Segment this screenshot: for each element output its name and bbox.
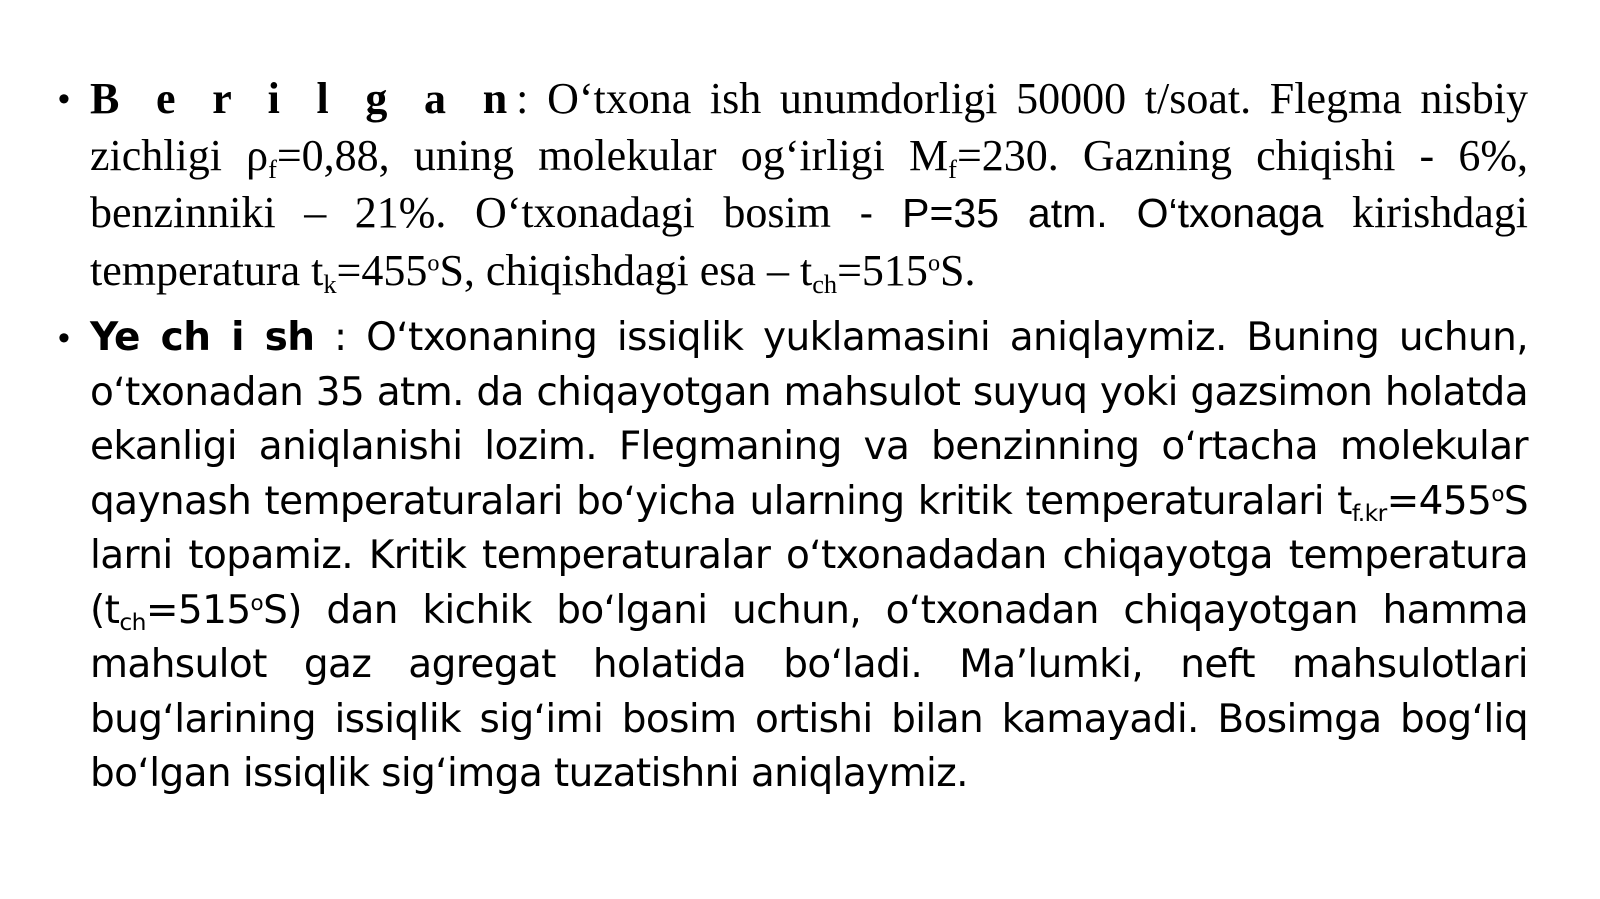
solution-text-2: =455 xyxy=(1386,478,1492,524)
given-text-7: =515 xyxy=(837,246,928,295)
degree-superscript: o xyxy=(927,249,941,277)
degree-superscript: o xyxy=(427,249,440,277)
tch-subscript: ch xyxy=(812,268,838,299)
given-text-5: =455 xyxy=(336,246,428,295)
given-colon: : xyxy=(516,74,529,123)
solution-text-1: : O‘txonaning issiqlik yuklamasini aniqlaymiz. Buning uchun, o‘txonadan 35 atm. da chiqayotgan mahsulot suyuq yoki gazsimon holatda ekanligi aniqlanishi lozim. Flegmaning va benzinning o‘rtacha molekular qaynash temperaturalari bo‘yicha ularning kritik temperaturalari t xyxy=(90,315,1528,524)
bullet-list xyxy=(58,70,1528,802)
solution-text-3: S larni topamiz. Kritik temperaturalar o‘txonadadan chiqayotga temperatura (t xyxy=(90,478,1528,633)
bullet-dot: • xyxy=(58,80,70,118)
given-text-3: =230. Gazning chiqishi - 6%, benzinniki – 21%. O‘txonadagi bosim xyxy=(90,131,1528,237)
given-lead: B e r i l g a n xyxy=(90,74,517,123)
tfkr-subscript: f.kr xyxy=(1351,498,1387,527)
given-text-1: O‘txona ish unumdorligi 50000 t/soat. Flegma nisbiy zichligi ρ xyxy=(90,74,1528,180)
tk-subscript: k xyxy=(323,268,337,299)
rho-subscript: f xyxy=(268,153,277,184)
given-text-8: S. xyxy=(940,246,976,295)
bullet-given xyxy=(58,70,1528,299)
degree-superscript: o xyxy=(1491,481,1504,507)
given-pressure: - P=35 atm. O‘txonaga xyxy=(859,190,1324,236)
solution-text-4: =515 xyxy=(145,587,251,633)
given-text-6: S, chiqishdagi esa – t xyxy=(439,246,813,295)
tch-subscript: ch xyxy=(119,607,146,636)
m-subscript: f xyxy=(948,153,957,184)
given-text-2: =0,88, uning molekular og‘irligi M xyxy=(276,131,949,180)
bullet-solution xyxy=(58,311,1528,802)
solution-text-5: S) dan kichik bo‘lgani uchun, o‘txonadan chiqayotgan hamma mahsulot gaz agregat holatida bo‘ladi. Ma’lumki, neft mahsulotlari bug‘larining issiqlik sig‘imi bosim ortishi bilan kamayadi. Bosimga bog‘liq bo‘lgan issiqlik sig‘imga tuzatishni aniqlaymiz. xyxy=(90,587,1528,796)
degree-superscript: o xyxy=(250,590,264,616)
solution-lead: Ye ch i sh xyxy=(90,315,315,360)
given-text-4: kirishdagi temperatura t xyxy=(90,188,1528,295)
bullet-dot: • xyxy=(58,319,70,357)
